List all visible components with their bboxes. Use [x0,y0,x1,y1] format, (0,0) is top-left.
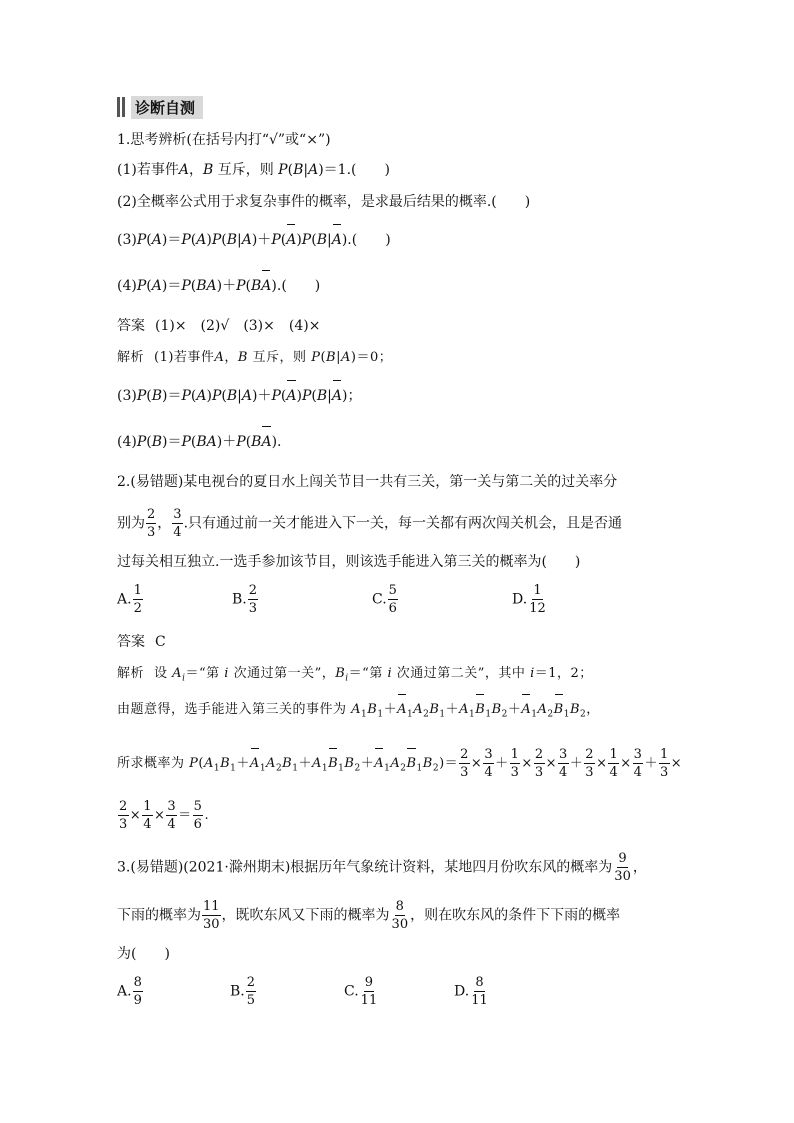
q3-option-c[interactable]: C. $\frac{9}{11}$ [344,975,378,1008]
q2-analysis-2: 由题意得，选手能进入第三关的事件为 $A_1B_1+A_1A_2B_1+A_1B_1B_2+A_1A_2B_1B_2$， [117,702,600,720]
q2-answer: 答案 C [117,634,166,650]
q3-stem-1: 3.(易错题)(2021·滁州期末)根据历年气象统计资料，某地四月份吹东风的概率为 $\frac{9}{30}$ ， [117,851,647,884]
q1-analysis-4: (4)P(B)＝P(BA)＋P(BA). [117,434,282,450]
q2-stem-3: 过每关相互独立.一选手参加该节目，则该选手能进入第三关的概率为( ) [117,554,581,570]
q2-option-c[interactable]: C. $\frac{5}{6}$ [372,583,397,616]
q2-analysis-4: $\frac{2}{3}$ × $\frac{1}{4}$ × $\frac{3}{4}$ ＝ $\frac{5}{6}$ . [119,799,210,832]
q3-option-a[interactable]: A. $\frac{8}{9}$ [117,975,142,1008]
q1-analysis-1: 解析 (1)若事件A，B 互斥，则 P(B|A)＝0； [117,350,393,365]
q2-option-b[interactable]: B. $\frac{2}{3}$ [232,583,258,616]
q1-answer: 答案 (1)× (2)√ (3)× (4)× [117,318,321,334]
q1-item-2: (2)全概率公式用于求复杂事件的概率，是求最后结果的概率.( ) [117,194,531,210]
q1-item-3: (3)P(A)＝P(A)P(B|A)＋P(A)P(B|A).( ) [117,232,391,248]
q2-analysis-3: 所求概率为 $P(A_1B_1+A_1A_2B_1+A_1B_1B_2+A_1A_2B_1B_2)=$ $\frac{2}{3}$ × $\frac{3}{4}$ ＋ $\frac{1}{3}$ × $\frac{2}{3}$ × $\frac{3}{4}$ ＋ $\frac{2}{3}$ × $\frac{1}{4}$ × $\frac{3}{4}$ ＋ $\frac{1}{3}$ × [117,747,683,780]
q1-stem: 1.思考辨析(在括号内打“√”或“×”) [117,132,331,148]
section-header [117,96,203,118]
q2-stem-1: 2.(易错题)某电视台的夏日水上闯关节目一共有三关，第一关与第二关的过关率分 [117,474,618,490]
q2-option-d[interactable]: D. $\frac{1}{12}$ [512,583,546,616]
q1-item-4: (4)P(A)＝P(BA)＋P(BA).( ) [117,278,321,294]
q3-option-d[interactable]: D. $\frac{8}{11}$ [454,975,488,1008]
q2-stem-2: 别为 $\frac{2}{3}$ ， $\frac{3}{4}$ .只有通过前一关才能进入下一关，每一关都有两次闯关机会，且是否通 [117,507,623,540]
q2-option-a[interactable]: A. $\frac{1}{2}$ [117,583,142,616]
q3-option-b[interactable]: B. $\frac{2}{5}$ [230,975,256,1008]
q1-item-1: (1)若事件A，B 互斥，则 P(B|A)＝1.( ) [117,162,390,178]
q3-stem-2: 下雨的概率为 $\frac{11}{30}$ ，既吹东风又下雨的概率为 $\frac{8}{30}$ ，则在吹东风的条件下下雨的概率 [117,899,621,932]
q2-analysis-1: 解析 设 $A_i=“$第 i 次通过第一关”，$B_i=“$第 i 次通过第二关”，其中 i＝1，2； [117,666,593,684]
q3-stem-3: 为( ) [117,946,170,962]
q1-analysis-3: (3)P(B)＝P(A)P(B|A)＋P(A)P(B|A)； [117,388,362,404]
header-bars-icon [117,97,125,117]
section-title: 诊断自测 [131,96,203,119]
